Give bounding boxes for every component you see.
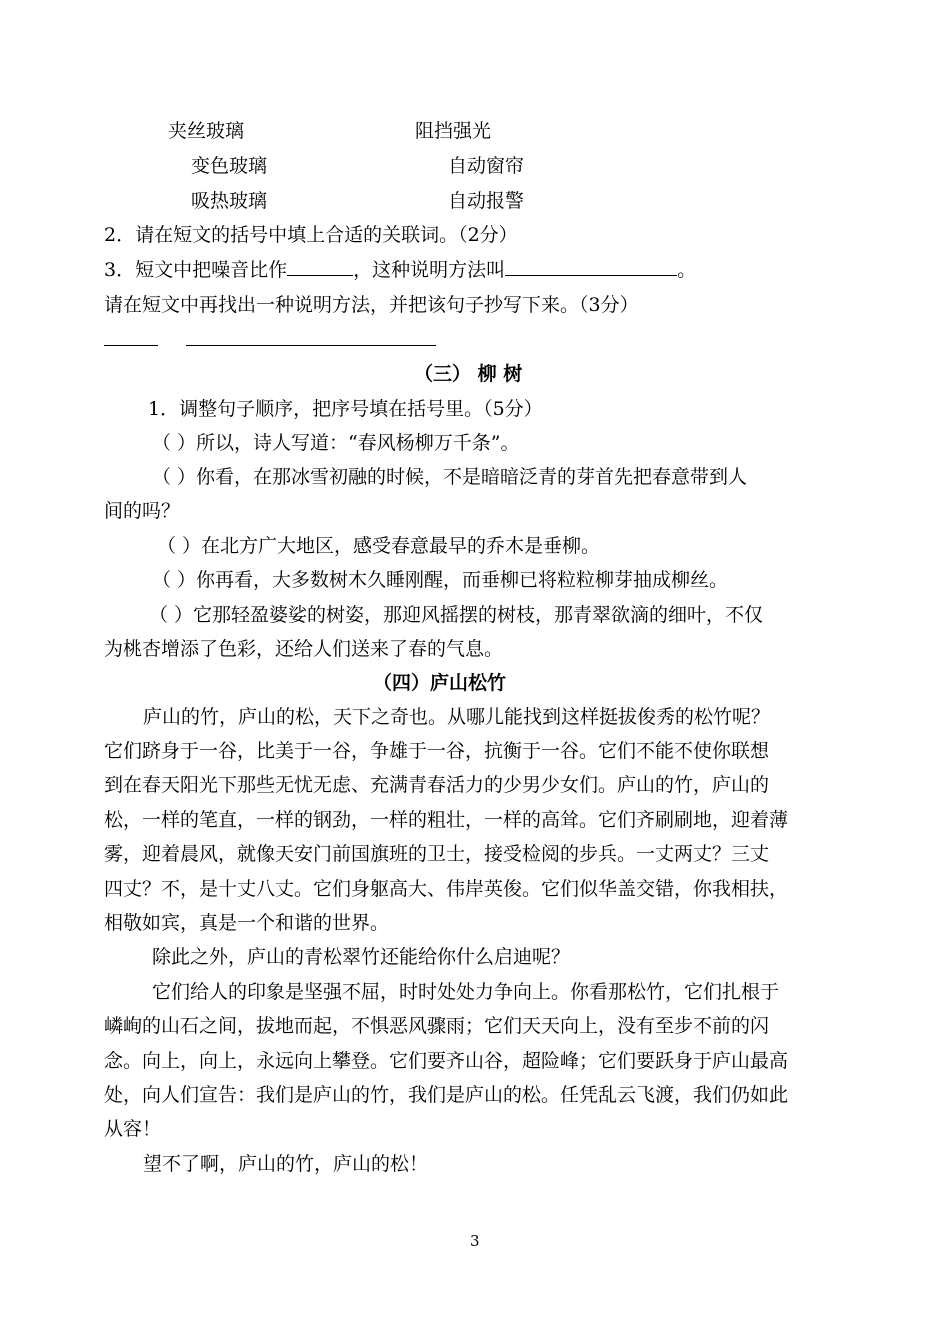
order-item-4: （ ）你再看，大多数树木久睡刚醒，而垂柳已将粒粒柳芽抽成柳丝。 bbox=[152, 569, 729, 591]
order-item-2: （ ）你看，在那冰雪初融的时候，不是暗暗泛青的芽首先把春意带到人 bbox=[152, 466, 748, 488]
passage-line: 相敬如宾，真是一个和谐的世界。 bbox=[104, 912, 390, 934]
passage-line: 嶙峋的山石之间，拔地而起，不惧恶风骤雨；它们天天向上，没有至步不前的闪 bbox=[104, 1015, 770, 1037]
match-right-3: 自动报警 bbox=[448, 190, 525, 212]
match-right-2: 自动窗帘 bbox=[448, 155, 525, 177]
match-right-1: 阻挡强光 bbox=[415, 120, 492, 142]
question-3-text-a: 3．短文中把噪音比作 bbox=[104, 259, 288, 281]
order-item-1: （ ）所以，诗人写道：“春风杨柳万千条”。 bbox=[152, 432, 520, 454]
passage-line: 除此之外，庐山的青松翠竹还能给你什么启迪呢？ bbox=[152, 946, 571, 968]
answer-line-short[interactable] bbox=[104, 345, 158, 346]
question-3-text-b: ，这种说明方法叫 bbox=[353, 259, 506, 281]
order-item-5: （ ）它那轻盈婆娑的树姿，那迎风摇摆的树枝，那青翠欲滴的细叶，不仅 bbox=[149, 604, 764, 626]
passage-line: 望不了啊，庐山的竹，庐山的松！ bbox=[143, 1153, 429, 1175]
passage-line: 它们给人的印象是坚强不屈，时时处处力争向上。你看那松竹，它们扎根于 bbox=[152, 981, 780, 1003]
section-4-title: （四）庐山松竹 bbox=[373, 672, 507, 694]
answer-blank-metaphor[interactable] bbox=[287, 257, 353, 276]
passage-line: 到在春天阳光下那些无忧无虑、充满青春活力的少男少女们。庐山的竹，庐山的 bbox=[104, 774, 770, 796]
order-item-5-cont: 为桃杏增添了色彩，还给人们送来了春的气息。 bbox=[104, 638, 504, 660]
page-number: 3 bbox=[470, 1232, 480, 1250]
passage-line: 雾，迎着晨风，就像天安门前国旗班的卫士，接受检阅的步兵。一丈两丈？三丈 bbox=[104, 843, 770, 865]
match-left-3: 吸热玻璃 bbox=[191, 190, 268, 212]
passage-line: 四丈？不，是十丈八丈。它们身躯高大、伟岸英俊。它们似华盖交错，你我相扶， bbox=[104, 878, 789, 900]
passage-line: 松，一样的笔直，一样的钢劲，一样的粗壮，一样的高耸。它们齐刷刷地，迎着薄 bbox=[104, 809, 789, 831]
passage-line: 处，向人们宣告：我们是庐山的竹，我们是庐山的松。任凭乱云飞渡，我们仍如此 bbox=[104, 1084, 789, 1106]
passage-line: 庐山的竹，庐山的松，天下之奇也。从哪儿能找到这样挺拔俊秀的松竹呢？ bbox=[143, 706, 771, 728]
match-left-2: 变色玻璃 bbox=[191, 155, 268, 177]
question-2: 2．请在短文的括号中填上合适的关联词。（2分） bbox=[104, 224, 518, 246]
answer-line-long[interactable] bbox=[186, 345, 436, 346]
passage-line: 它们跻身于一谷，比美于一谷，争雄于一谷，抗衡于一谷。它们不能不使你联想 bbox=[104, 740, 770, 762]
section-3-instruction: 1．调整句子顺序，把序号填在括号里。（5分） bbox=[148, 398, 543, 420]
passage-line: 念。向上，向上，永远向上攀登。它们要齐山谷，超险峰；它们要跃身于庐山最高 bbox=[104, 1050, 789, 1072]
question-3-text-c: 。 bbox=[677, 259, 697, 281]
answer-blank-method[interactable] bbox=[505, 257, 677, 276]
order-item-2-cont: 间的吗？ bbox=[104, 500, 181, 522]
order-item-3: （ ）在北方广大地区，感受春意最早的乔木是垂柳。 bbox=[157, 535, 601, 557]
question-3-followup: 请在短文中再找出一种说明方法，并把该句子抄写下来。（3分） bbox=[104, 294, 639, 316]
match-left-1: 夹丝玻璃 bbox=[168, 120, 245, 142]
passage-line: 从容！ bbox=[104, 1118, 162, 1140]
section-3-title: （三） 柳 树 bbox=[414, 363, 523, 385]
question-3 bbox=[104, 257, 696, 283]
